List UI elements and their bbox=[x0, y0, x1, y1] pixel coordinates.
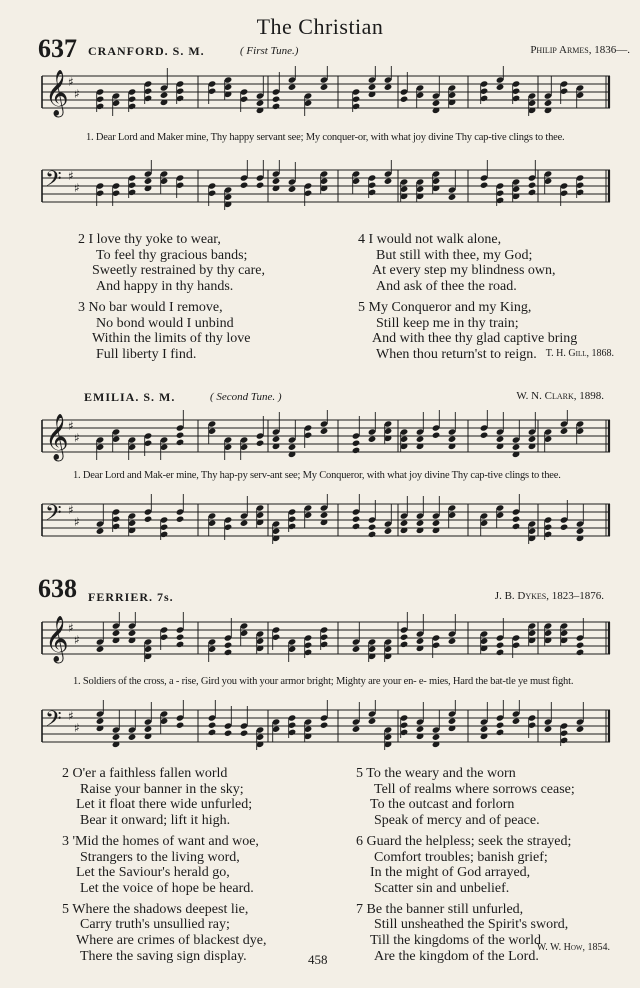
svg-text:𝄢: 𝄢 bbox=[45, 167, 62, 197]
svg-text:♯: ♯ bbox=[68, 621, 74, 635]
music-staff-bass-1 bbox=[38, 160, 612, 216]
page-title: The Christian bbox=[256, 14, 384, 39]
svg-text:♯: ♯ bbox=[68, 75, 74, 89]
author-credit-637: T. H. Gill, 1868. bbox=[545, 348, 614, 359]
tune-name-ferrier: FERRIER. 7s. bbox=[88, 590, 174, 604]
svg-text:♯: ♯ bbox=[74, 633, 80, 647]
composer-cranford: Philip Armes, 1836—. bbox=[530, 44, 630, 56]
svg-text:♯: ♯ bbox=[68, 503, 74, 517]
composer-ferrier: J. B. Dykes, 1823–1876. bbox=[494, 590, 604, 602]
svg-text:𝄞: 𝄞 bbox=[45, 616, 69, 662]
svg-text:♯: ♯ bbox=[74, 515, 80, 529]
tune-name-emilia: EMILIA. S. M. bbox=[84, 390, 176, 404]
lyric-line-ferrier: 1. Soldiers of the cross, a - rise, Gird you with your armor bright; Mighty are your en- e- mies, Hard the bat-tle ye must fight. bbox=[73, 676, 574, 687]
music-staff-treble-2 bbox=[38, 410, 612, 466]
lyric-line-emilia: 1. Dear Lord and Mak-er mine, Thy hap-py serv-ant see; My Conqueror, with what joy divine Thy cap-tive clings to thee. bbox=[73, 470, 561, 481]
composer-emilia: W. N. Clark, 1898. bbox=[516, 390, 604, 402]
svg-text:♯: ♯ bbox=[74, 431, 80, 445]
svg-text:𝄞: 𝄞 bbox=[45, 414, 69, 460]
svg-text:♯: ♯ bbox=[68, 169, 74, 183]
music-staff-treble-1 bbox=[38, 66, 612, 122]
svg-text:♯: ♯ bbox=[74, 721, 80, 735]
verses-left-638: 2 O'er a faithless fallen world Raise your banner in the sky; Let it float there wide unfurled; Bear it onward; lift it high. 3 'Mid the homes of want and woe, Strangers to the living word, Let the Saviour's herald go, Let the voice of hope be heard. 5 Where the shadows deepest lie, Carry truth's unsullied ray; Where are crimes of blackest dye, There the saving sign display. bbox=[62, 766, 267, 964]
tune-note-second: ( Second Tune. ) bbox=[210, 391, 282, 403]
tune-note-first: ( First Tune.) bbox=[240, 45, 299, 57]
author-credit-638: W. W. How, 1854. bbox=[536, 942, 610, 953]
lyric-line-cranford: 1. Dear Lord and Maker mine, Thy happy servant see; My conquer-or, with what joy divine Thy cap-tive clings to thee. bbox=[86, 132, 565, 143]
hymn-number-637: 637 bbox=[38, 34, 77, 63]
svg-text:♯: ♯ bbox=[74, 181, 80, 195]
svg-text:♯: ♯ bbox=[68, 709, 74, 723]
svg-text:♯: ♯ bbox=[68, 419, 74, 433]
staff-svg bbox=[38, 66, 612, 122]
verses-left-637: 2 I love thy yoke to wear, To feel thy gracious bands; Sweetly restrained by thy care, And happy in thy hands. 3 No bar would I remove, No bond would I unbind Within the limits of thy love Full liberty I find. bbox=[78, 232, 265, 362]
hymn-number-638: 638 bbox=[38, 574, 77, 603]
tune-name-cranford: CRANFORD. S. M. bbox=[88, 44, 205, 58]
svg-text:𝄞: 𝄞 bbox=[45, 70, 69, 116]
svg-text:𝄢: 𝄢 bbox=[45, 707, 62, 737]
page-number: 458 bbox=[308, 952, 328, 967]
verses-right-637: 4 I would not walk alone, But still with thee, my God; At every step my blindness own, And ask of thee the road. 5 My Conqueror and my King, Still keep me in thy train; And with thee thy glad captive bring When thou return'st to reign. bbox=[358, 232, 578, 362]
svg-text:𝄢: 𝄢 bbox=[45, 501, 62, 531]
svg-text:♯: ♯ bbox=[74, 87, 80, 101]
music-staff-bass-3 bbox=[38, 700, 612, 756]
verses-right-638: 5 To the weary and the worn Tell of realms where sorrows cease; To the outcast and forlorn Speak of mercy and of peace. 6 Guard the helpless; seek the strayed; Comfort troubles; banish grief; In the might of God arrayed, Scatter sin and unbelief. 7 Be the banner still unfurled, Still unsheathed the Spirit's sword, Till the kingdoms of the world Are the kingdom of the Lord. bbox=[356, 766, 575, 964]
music-staff-bass-2 bbox=[38, 494, 612, 550]
music-staff-treble-3 bbox=[38, 612, 612, 668]
